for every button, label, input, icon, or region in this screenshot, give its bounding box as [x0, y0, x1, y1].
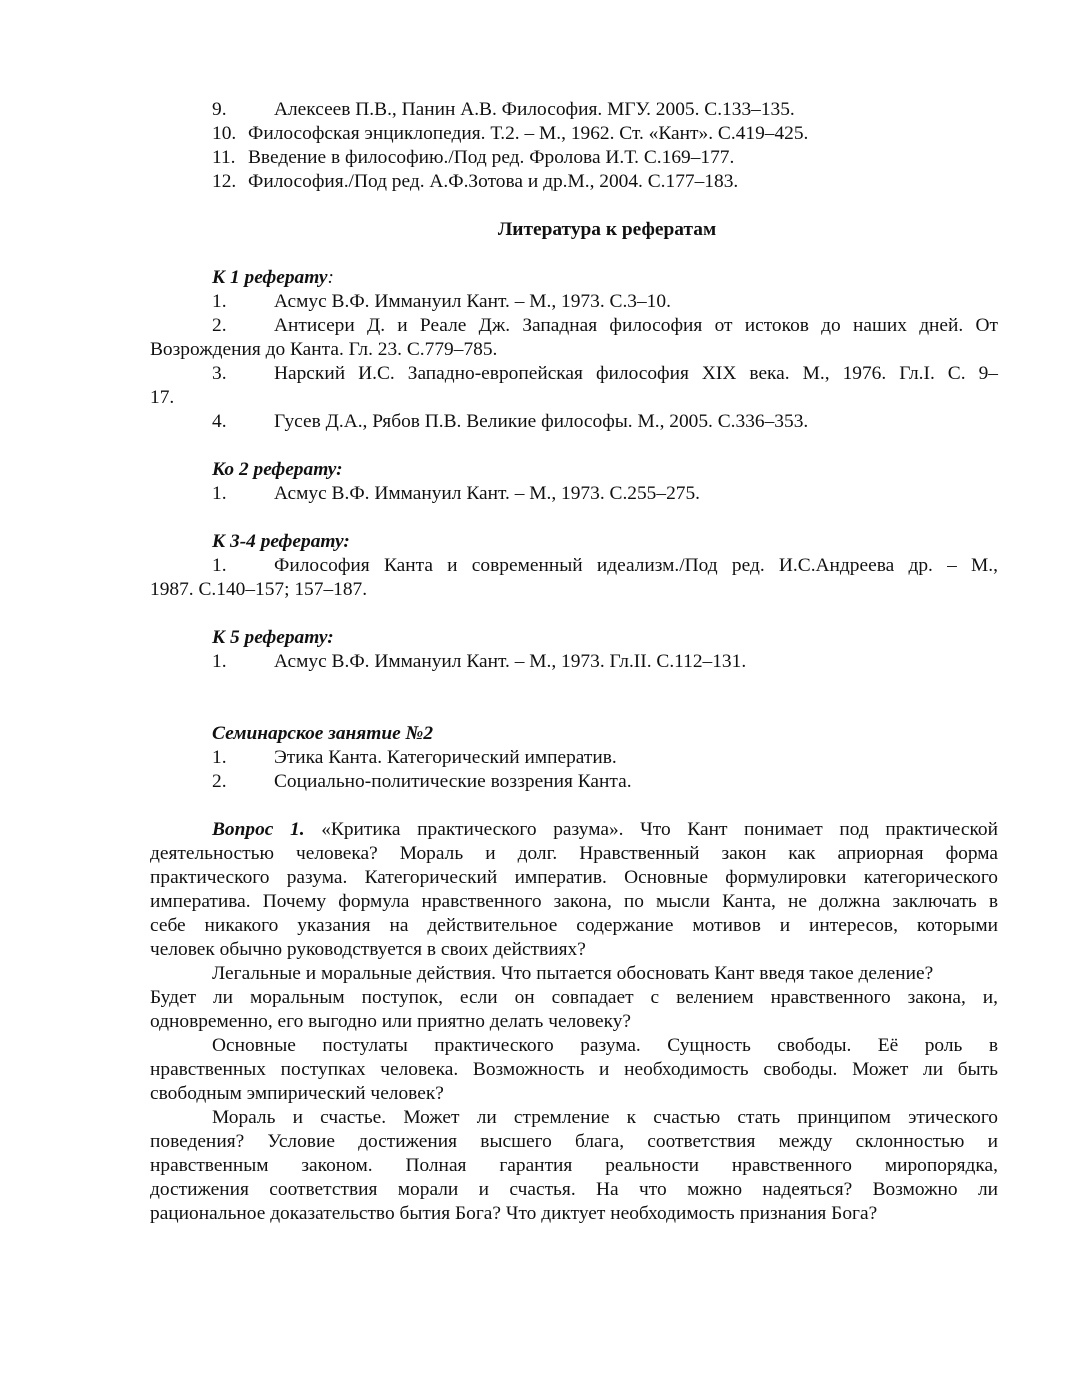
list-item — [150, 746, 998, 770]
paragraph-line: практического разума. Категорический императив. Основные формулировки категорического — [150, 867, 998, 888]
paragraph-line: рациональное доказательство бытия Бога? Что диктует необходимость признания Бога? — [150, 1203, 878, 1224]
question-1 — [150, 818, 998, 1226]
ref34-heading: К 3-4 реферату: — [212, 531, 350, 552]
list-number: 1. — [212, 651, 227, 672]
list-text: Философия./Под ред. А.Ф.Зотова и др.М., 2004. С.177–183. — [248, 171, 739, 192]
ref1-heading-text: К 1 реферату — [212, 267, 328, 288]
list-item — [150, 770, 998, 794]
list-text: Гусев Д.А., Рябов П.В. Великие философы. М., 2005. С.336–353. — [274, 411, 809, 432]
seminar-heading: Семинарское занятие №2 — [212, 723, 434, 744]
list-item — [150, 410, 998, 434]
list-item — [150, 122, 998, 146]
paragraph-line: Мораль и счастье. Может ли стремление к счастью стать принципом этического — [212, 1107, 998, 1128]
top-reference-list — [150, 98, 998, 194]
list-item — [150, 482, 998, 506]
list-item — [150, 290, 998, 314]
list-text: Антисери Д. и Реале Дж. Западная философия от истоков до наших дней. От — [274, 315, 998, 336]
list-text: Введение в философию./Под ред. Фролова И.Т. С.169–177. — [248, 147, 735, 168]
list-text: Философская энциклопедия. Т.2. – М., 1962. Ст. «Кант». С.419–425. — [248, 123, 809, 144]
ref5-heading: К 5 реферату: — [212, 627, 334, 648]
list-number: 3. — [212, 363, 227, 384]
question-label: Вопрос 1. — [212, 819, 305, 840]
list-item — [150, 170, 998, 194]
paragraph-line: нравственных поступках человека. Возможность и необходимость свободы. Может ли быть — [150, 1059, 998, 1080]
list-number: 1. — [212, 555, 227, 576]
list-number: 1. — [212, 291, 227, 312]
list-number: 1. — [212, 483, 227, 504]
paragraph-line: достижения соответствия морали и счастья. На что можно надеяться? Возможно ли — [150, 1179, 998, 1200]
literature-heading: Литература к рефератам — [497, 219, 717, 240]
paragraph-line: деятельностью человека? Мораль и долг. Нравственный закон как априорная форма — [150, 843, 998, 864]
list-number: 4. — [212, 411, 227, 432]
list-item — [150, 98, 998, 122]
list-text: Алексеев П.В., Панин А.В. Философия. МГУ. 2005. С.133–135. — [274, 99, 795, 120]
list-number: 12. — [212, 171, 237, 192]
list-text: Этика Канта. Категорический императив. — [274, 747, 617, 768]
ref1-heading-colon: : — [327, 267, 334, 288]
paragraph-line: Будет ли моральным поступок, если он совпадает с велением нравственного закона, и, — [150, 987, 998, 1008]
list-text: Асмус В.Ф. Иммануил Кант. – М., 1973. С.3–10. — [274, 291, 671, 312]
ref2-heading: Ко 2 реферату: — [212, 459, 343, 480]
list-number: 2. — [212, 771, 227, 792]
list-text-continued: 17. — [150, 387, 175, 408]
list-text: Асмус В.Ф. Иммануил Кант. – М., 1973. С.255–275. — [274, 483, 701, 504]
ref1-heading — [150, 266, 998, 290]
list-item — [150, 650, 998, 674]
list-text: Нарский И.С. Западно-европейская философия XIX века. М., 1976. Гл.I. С. 9– — [274, 363, 998, 384]
paragraph-line: свободным эмпирический человек? — [150, 1083, 444, 1104]
list-text: Социально-политические воззрения Канта. — [274, 771, 632, 792]
paragraph-line: Основные постулаты практического разума. Сущность свободы. Её роль в — [212, 1035, 998, 1056]
paragraph-line: Легальные и моральные действия. Что пытается обосновать Кант введя такое деление? — [212, 963, 934, 984]
list-text-continued: 1987. С.140–157; 157–187. — [150, 579, 368, 600]
paragraph-line: себе никакого указания на действительное содержание мотивов и интересов, которыми — [150, 915, 998, 936]
list-number: 11. — [212, 147, 236, 168]
paragraph-text: «Критика практического разума». Что Кант понимает под практической — [321, 819, 998, 840]
list-text: Асмус В.Ф. Иммануил Кант. – М., 1973. Гл.II. С.112–131. — [274, 651, 747, 672]
list-item — [150, 314, 998, 338]
paragraph-line: одновременно, его выгодно или приятно делать человеку? — [150, 1011, 632, 1032]
document-page — [150, 98, 998, 1226]
list-number: 9. — [212, 99, 227, 120]
list-text: Философия Канта и современный идеализм./Под ред. И.С.Андреева др. – М., — [274, 555, 998, 576]
paragraph-line: императива. Почему формула нравственного закона, по мысли Канта, не должна заключать в — [150, 891, 998, 912]
paragraph-line — [150, 818, 998, 842]
paragraph-line: поведения? Условие достижения высшего блага, соответствия между склонностью и — [150, 1131, 998, 1152]
list-number: 2. — [212, 315, 227, 336]
list-number: 1. — [212, 747, 227, 768]
list-item — [150, 554, 998, 578]
paragraph-line: человек обычно руководствуется в своих действиях? — [150, 939, 586, 960]
list-number: 10. — [212, 123, 237, 144]
paragraph-line: нравственным законом. Полная гарантия реальности нравственного миропорядка, — [150, 1155, 998, 1176]
list-item — [150, 146, 998, 170]
list-item — [150, 362, 998, 386]
list-text-continued: Возрождения до Канта. Гл. 23. С.779–785. — [150, 339, 498, 360]
